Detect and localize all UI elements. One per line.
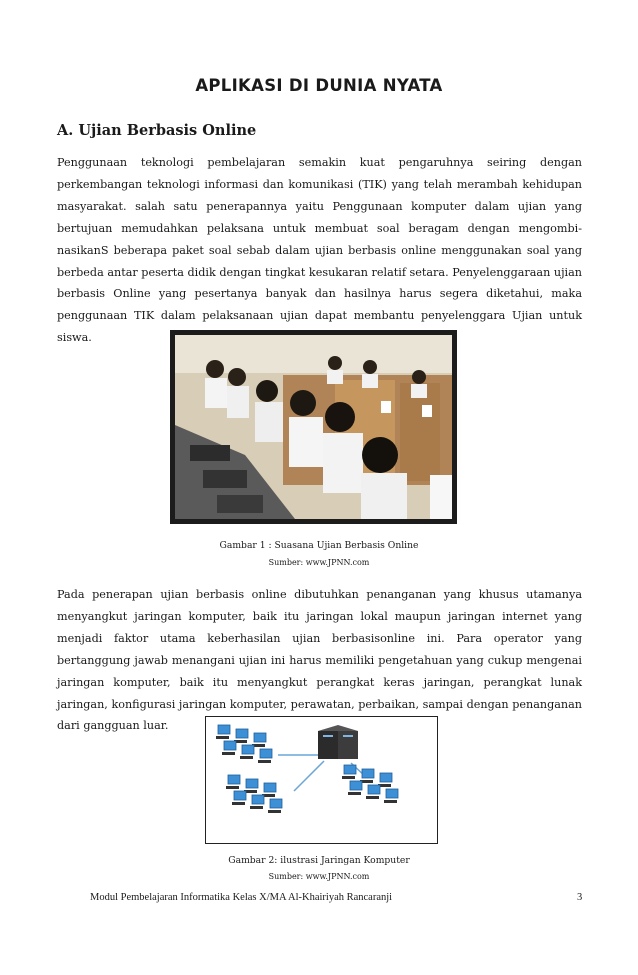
section-heading: A. Ujian Berbasis Online bbox=[57, 122, 257, 139]
keyboard-icon bbox=[222, 752, 235, 755]
computer-icon bbox=[224, 741, 236, 750]
figure-2-illustration bbox=[205, 716, 438, 844]
figure-2-source: Sumber: www.JPNN.com bbox=[268, 872, 370, 881]
paragraph-1: Penggunaan teknologi pembelajaran semakin kuat pengaruhnya seiring dengan perkembangan teknologi informasi dan komunikasi (TIK) yang telah merambah kehidupan masyarakat. salah satu penerapannya yaitu Penggunaan komputer dalam ujian yang bertujuan memudahkan pelaksana untuk membuat soal beragam dengan mengombi-nasikanS beberapa paket soal sebab dalam ujian berbasis online menggunakan soal yang berbeda antar peserta didik dengan tingkat kesukaran relatif setara. Penyelenggaraan ujian berbasis Online yang pesertanya banyak dan hasilnya harus segera diketahui, maka penggunaan TIK dalam pelaksanaan ujian dapat membantu penyelenggara Ujian untuk siswa. bbox=[57, 156, 582, 345]
computer-icon bbox=[242, 745, 254, 754]
keyboard-icon bbox=[342, 776, 355, 779]
keyboard-icon bbox=[384, 800, 397, 803]
computer-icon bbox=[236, 729, 248, 738]
page-title: APLIKASI DI DUNIA NYATA bbox=[195, 76, 443, 95]
computer-icon bbox=[228, 775, 240, 784]
computer-icon bbox=[368, 785, 380, 794]
computer-icon bbox=[344, 765, 356, 774]
computer-icon bbox=[218, 725, 230, 734]
keyboard-icon bbox=[348, 792, 361, 795]
keyboard-icon bbox=[216, 736, 229, 739]
keyboard-icon bbox=[240, 756, 253, 759]
computer-icon bbox=[264, 783, 276, 792]
computer-icon bbox=[350, 781, 362, 790]
computer-icon bbox=[380, 773, 392, 782]
figure-1-source: Sumber: www.JPNN.com bbox=[268, 558, 370, 567]
figure-1-photo bbox=[170, 330, 457, 524]
paragraph-2: Pada penerapan ujian berbasis online dibutuhkan penanganan yang khusus utamanya menyangkut jaringan komputer, baik itu jaringan lokal maupun jaringan internet yang menjadi faktor utama keberhasilan ujian berbasisonline ini. Para operator yang bertanggung jawab menangani ujian ini harus memiliki pengetahuan yang cukup mengenai jaringan komputer, baik itu menyangkut perangkat keras jaringan, perangkat lunak jaringan, konfigurasi jaringan komputer, perawatan, perbaikan, sampai dengan penanganan dari gangguan luar. bbox=[57, 588, 582, 733]
computer-icon bbox=[270, 799, 282, 808]
keyboard-icon bbox=[366, 796, 379, 799]
page-number: 3 bbox=[577, 892, 583, 903]
computer-icon bbox=[254, 733, 266, 742]
computer-icon bbox=[386, 789, 398, 798]
keyboard-icon bbox=[232, 802, 245, 805]
keyboard-icon bbox=[258, 760, 271, 763]
figure-1-caption: Gambar 1 : Suasana Ujian Berbasis Online bbox=[219, 540, 419, 551]
computer-icon bbox=[246, 779, 258, 788]
keyboard-icon bbox=[250, 806, 263, 809]
keyboard-icon bbox=[226, 786, 239, 789]
server-icon bbox=[318, 725, 358, 759]
computer-icon bbox=[234, 791, 246, 800]
computer-icon bbox=[362, 769, 374, 778]
computer-icon bbox=[260, 749, 272, 758]
figure-2-caption: Gambar 2: ilustrasi Jaringan Komputer bbox=[228, 855, 410, 866]
computer-icon bbox=[252, 795, 264, 804]
footer-text: Modul Pembelajaran Informatika Kelas X/MA Al-Khairiyah Rancaranji bbox=[90, 892, 393, 903]
keyboard-icon bbox=[268, 810, 281, 813]
